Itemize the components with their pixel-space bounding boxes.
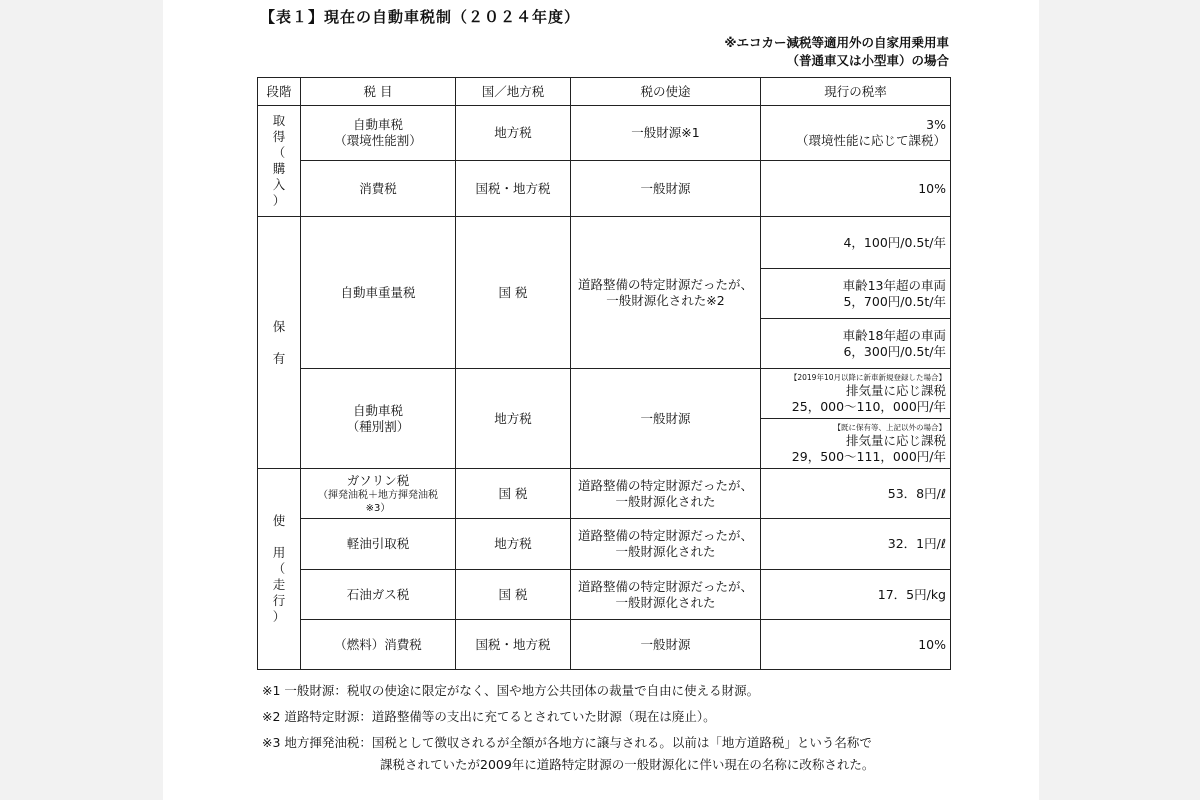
table-row	[258, 469, 951, 519]
item-sub: （揮発油税＋地方揮発油税 ※3）	[318, 489, 438, 514]
level-cell: 地方税	[456, 369, 571, 469]
header-item: 税 目	[301, 78, 456, 106]
header-use: 税の使途	[571, 78, 761, 106]
header-stage: 段階	[258, 78, 301, 106]
header-row	[258, 78, 951, 106]
level-cell: 国 税	[456, 570, 571, 620]
rate-cell	[761, 419, 951, 469]
table-row	[258, 161, 951, 217]
table-row	[258, 217, 951, 269]
rate-value: 排気量に応じ課税 29，500～111，000円/年	[791, 432, 946, 464]
stage-use: 使 用 （ 走 行 ）	[258, 469, 301, 670]
use-cell: 道路整備の特定財源だったが、 一般財源化された※2	[571, 217, 761, 369]
header-level: 国／地方税	[456, 78, 571, 106]
rate-cell: 車齢13年超の車両 5，700円/0.5t/年	[761, 269, 951, 319]
rate-value: 排気量に応じ課税 25，000～110，000円/年	[791, 382, 946, 414]
footnote-1: ※1 一般財源：税収の使途に限定がなく、国や地方公共団体の裁量で自由に使える財源。	[262, 683, 760, 698]
table-row	[258, 620, 951, 670]
scope-note-line2: （普通車又は小型車）の場合	[786, 53, 949, 68]
level-cell: 地方税	[456, 519, 571, 570]
use-cell: 道路整備の特定財源だったが、 一般財源化された	[571, 519, 761, 570]
rate-cell: 3% （環境性能に応じて課税）	[761, 106, 951, 161]
table-row	[258, 519, 951, 570]
table-row	[258, 106, 951, 161]
stage-acquire: 取 得 （ 購 入 ）	[258, 106, 301, 217]
header-rate: 現行の税率	[761, 78, 951, 106]
level-cell: 国税・地方税	[456, 161, 571, 217]
item-main: ガソリン税	[346, 472, 410, 488]
use-cell: 一般財源	[571, 369, 761, 469]
item-cell: 消費税	[301, 161, 456, 217]
rate-cell: 10%	[761, 620, 951, 670]
rate-cell: 車齢18年超の車両 6，300円/0.5t/年	[761, 319, 951, 369]
footnote-2: ※2 道路特定財源：道路整備等の支出に充てるとされていた財源（現在は廃止）。	[262, 709, 716, 724]
item-cell: （燃料）消費税	[301, 620, 456, 670]
scope-note-line1: ※エコカー減税等適用外の自家用乗用車	[724, 35, 949, 50]
table-title: 【表１】現在の自動車税制（２０２４年度）	[260, 8, 581, 26]
use-cell: 道路整備の特定財源だったが、 一般財源化された	[571, 469, 761, 519]
use-cell: 一般財源※1	[571, 106, 761, 161]
table-row	[258, 570, 951, 620]
level-cell: 国 税	[456, 217, 571, 369]
rate-cell	[761, 369, 951, 419]
rate-note: 【既に保有等、上記以外の場合】	[833, 422, 946, 432]
use-cell: 道路整備の特定財源だったが、 一般財源化された	[571, 570, 761, 620]
item-cell: 自動車重量税	[301, 217, 456, 369]
use-cell: 一般財源	[571, 161, 761, 217]
item-cell: 自動車税 （環境性能割）	[301, 106, 456, 161]
footnote-3-cont: 課税されていたが2009年に道路特定財源の一般財源化に伴い現在の名称に改称された。	[380, 757, 875, 772]
item-cell: 石油ガス税	[301, 570, 456, 620]
stage-own: 保 有	[258, 217, 301, 469]
rate-cell: 10%	[761, 161, 951, 217]
level-cell: 国 税	[456, 469, 571, 519]
rate-note: 【2019年10月以降に新車新規登録した場合】	[789, 372, 946, 382]
rate-cell: 53．8円/ℓ	[761, 469, 951, 519]
item-cell	[301, 469, 456, 519]
footnote-3: ※3 地方揮発油税：国税として徴収されるが全額が各地方に譲与される。以前は「地方道路税」という名称で	[262, 735, 872, 750]
tax-table	[257, 77, 951, 670]
rate-cell: 17．5円/kg	[761, 570, 951, 620]
level-cell: 地方税	[456, 106, 571, 161]
scope-note	[724, 34, 949, 70]
level-cell: 国税・地方税	[456, 620, 571, 670]
item-cell: 軽油引取税	[301, 519, 456, 570]
rate-cell: 32．1円/ℓ	[761, 519, 951, 570]
use-cell: 一般財源	[571, 620, 761, 670]
rate-cell: 4，100円/0.5t/年	[761, 217, 951, 269]
table-row	[258, 369, 951, 419]
item-cell: 自動車税 （種別割）	[301, 369, 456, 469]
